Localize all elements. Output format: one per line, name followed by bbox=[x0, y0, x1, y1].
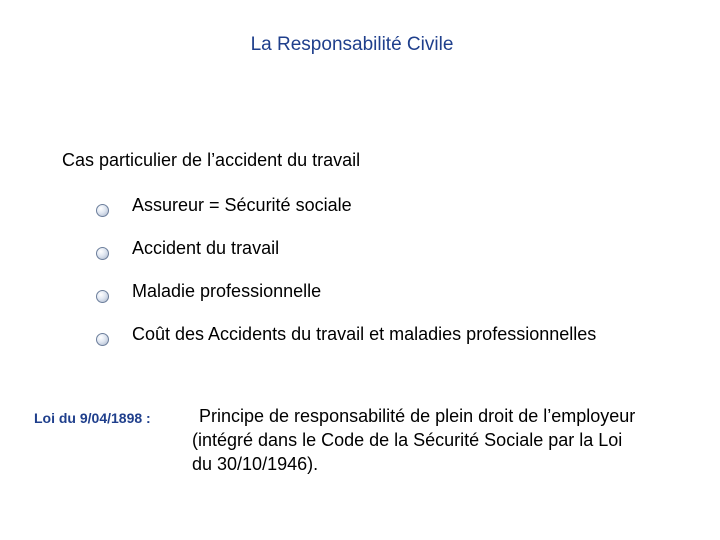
law-line: Principe de responsabilité de plein droit de l’employeur bbox=[199, 406, 636, 426]
bullet-circle-icon bbox=[96, 204, 109, 217]
bullet-circle-icon bbox=[96, 333, 109, 346]
bullet-circle-icon bbox=[96, 247, 109, 260]
bullet-circle-icon bbox=[96, 290, 109, 303]
bullet-list bbox=[96, 192, 596, 364]
list-item-label: Maladie professionnelle bbox=[132, 281, 322, 301]
list-item bbox=[96, 192, 596, 235]
list-item bbox=[96, 278, 596, 321]
list-item-label: Assureur = Sécurité sociale bbox=[132, 195, 352, 215]
section-heading: Cas particulier de l’accident du travail bbox=[62, 150, 361, 170]
list-item-label: Accident du travail bbox=[132, 238, 280, 258]
list-item bbox=[96, 321, 596, 364]
law-line: du 30/10/1946). bbox=[192, 454, 319, 474]
page-title: La Responsabilité Civile bbox=[250, 34, 454, 55]
list-item bbox=[96, 235, 596, 278]
law-reference: Loi du 9/04/1898 : bbox=[34, 410, 151, 426]
law-line: (intégré dans le Code de la Sécurité Sociale par la Loi bbox=[192, 430, 623, 450]
law-description bbox=[192, 404, 692, 476]
list-item-label: Coût des Accidents du travail et maladies professionnelles bbox=[132, 324, 597, 344]
